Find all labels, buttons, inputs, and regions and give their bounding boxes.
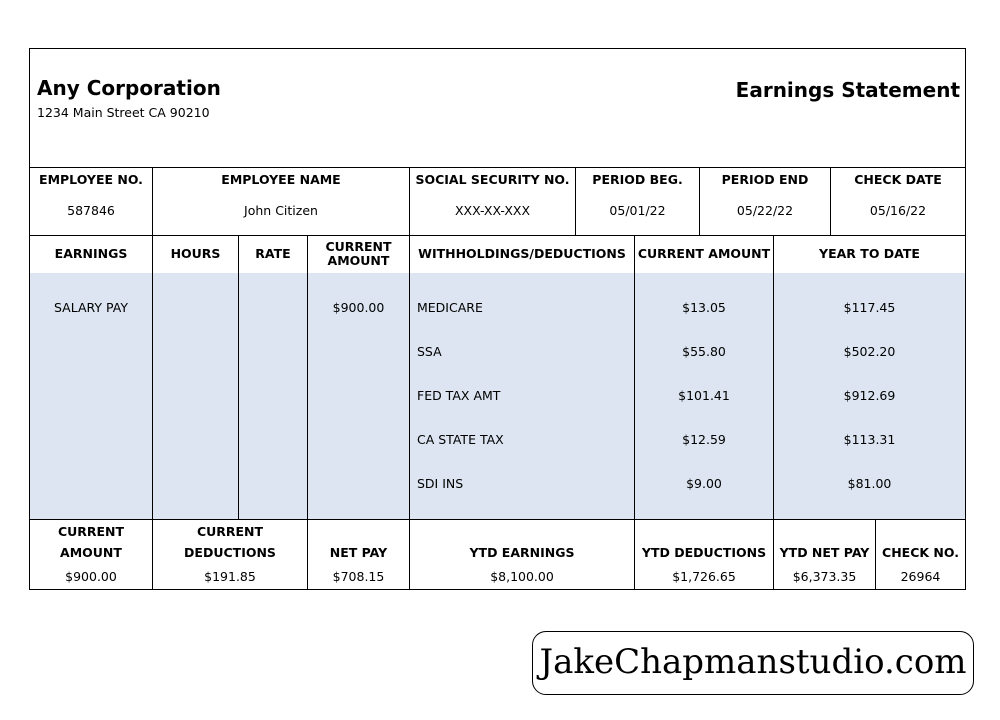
hours-col-header — [153, 235, 239, 273]
total-current-amount-cell — [30, 519, 153, 589]
ssn-label: SOCIAL SECURITY NO. — [415, 172, 570, 187]
current-amount-cell — [308, 273, 410, 519]
employee-no-cell — [30, 167, 153, 235]
ytd-deductions-value: $1,726.65 — [672, 569, 736, 584]
employee-info-row — [30, 167, 965, 236]
rate-header-label: RATE — [255, 246, 291, 261]
total-current-deductions-cell — [153, 519, 308, 589]
ytd-deductions-cell — [635, 519, 774, 589]
earnings-col-header — [30, 235, 153, 273]
earnings-type: SALARY PAY — [54, 300, 128, 315]
current-amount-header-line1: CURRENT — [325, 239, 392, 254]
net-pay-cell — [308, 519, 410, 589]
column-header-row — [30, 235, 965, 274]
employee-no-label: EMPLOYEE NO. — [39, 172, 143, 187]
total-current-amount-label2: AMOUNT — [60, 545, 122, 560]
employee-no-value: 587846 — [67, 203, 115, 218]
company-name: Any Corporation — [37, 76, 221, 100]
check-date-label: CHECK DATE — [854, 172, 942, 187]
ded-current-amount-header-label: CURRENT AMOUNT — [637, 246, 771, 261]
statement-title: Earnings Statement — [735, 78, 960, 102]
deduction-current-cell — [635, 273, 774, 519]
watermark-banner: JakeChapmanstudio.com — [532, 631, 974, 695]
employee-name-value: John Citizen — [244, 203, 318, 218]
period-beg-cell — [576, 167, 700, 235]
check-no-value: 26964 — [900, 569, 941, 584]
ytd-earnings-cell — [410, 519, 635, 589]
current-amount-header-line2: AMOUNT — [327, 253, 390, 268]
earnings-header-label: EARNINGS — [54, 246, 128, 261]
current-amount-value: $900.00 — [332, 300, 385, 315]
deduction-names-cell — [410, 273, 635, 519]
deduction-ytd: $912.69 — [843, 388, 896, 403]
check-date-value: 05/16/22 — [869, 203, 927, 218]
ytd-net-pay-cell — [774, 519, 876, 589]
check-no-label: CHECK NO. — [882, 545, 959, 560]
period-end-value: 05/22/22 — [736, 203, 794, 218]
deduction-ytd-cell — [774, 273, 965, 519]
period-end-label: PERIOD END — [721, 172, 809, 187]
employee-name-cell — [153, 167, 410, 235]
ssn-value: XXX-XX-XXX — [454, 203, 531, 218]
ssn-cell — [410, 167, 576, 235]
deduction-name: FED TAX AMT — [417, 388, 501, 403]
deduction-name: MEDICARE — [417, 300, 483, 315]
deduction-current: $55.80 — [682, 344, 726, 359]
deduction-current: $9.00 — [686, 476, 722, 491]
total-current-deductions-label2: DEDUCTIONS — [184, 545, 276, 560]
withholdings-header-label: WITHHOLDINGS/DEDUCTIONS — [418, 246, 626, 261]
deduction-ytd: $81.00 — [847, 476, 892, 491]
hours-header-label: HOURS — [170, 246, 221, 261]
total-current-amount-value: $900.00 — [65, 569, 117, 584]
check-date-cell — [831, 167, 965, 235]
ytd-earnings-value: $8,100.00 — [490, 569, 554, 584]
ded-current-amount-col-header — [635, 235, 774, 273]
total-current-amount-label1: CURRENT — [57, 524, 125, 539]
withholdings-col-header — [410, 235, 635, 273]
rate-col-header — [239, 235, 308, 273]
deduction-ytd: $113.31 — [843, 432, 896, 447]
period-end-cell — [700, 167, 831, 235]
deduction-name: SSA — [417, 344, 442, 359]
company-address: 1234 Main Street CA 90210 — [37, 105, 210, 120]
earnings-type-cell — [30, 273, 153, 519]
rate-cell — [239, 273, 308, 519]
employee-name-label: EMPLOYEE NAME — [221, 172, 341, 187]
check-no-cell — [876, 519, 965, 589]
deduction-name: SDI INS — [417, 476, 464, 491]
totals-row — [30, 519, 965, 589]
deduction-ytd: $502.20 — [843, 344, 896, 359]
ytd-col-header — [774, 235, 965, 273]
total-current-deductions-label1: CURRENT — [196, 524, 264, 539]
net-pay-label: NET PAY — [329, 545, 388, 560]
statement-header — [30, 49, 965, 168]
hours-cell — [153, 273, 239, 519]
ytd-deductions-label: YTD DEDUCTIONS — [641, 545, 767, 560]
ytd-header-label: YEAR TO DATE — [819, 246, 920, 261]
ytd-net-pay-value: $6,373.35 — [792, 569, 857, 584]
ytd-net-pay-label: YTD NET PAY — [779, 545, 870, 560]
deduction-current: $101.41 — [678, 388, 730, 403]
deduction-name: CA STATE TAX — [417, 432, 504, 447]
current-amount-col-header — [308, 235, 410, 273]
deduction-ytd: $117.45 — [843, 300, 896, 315]
period-beg-label: PERIOD BEG. — [592, 172, 683, 187]
period-beg-value: 05/01/22 — [609, 203, 666, 218]
earnings-deductions-body — [30, 273, 965, 520]
ytd-earnings-label: YTD EARNINGS — [469, 545, 575, 560]
deduction-current: $12.59 — [682, 432, 726, 447]
earnings-statement — [29, 48, 966, 590]
deduction-current: $13.05 — [682, 300, 726, 315]
total-current-deductions-value: $191.85 — [204, 569, 256, 584]
net-pay-value: $708.15 — [332, 569, 385, 584]
